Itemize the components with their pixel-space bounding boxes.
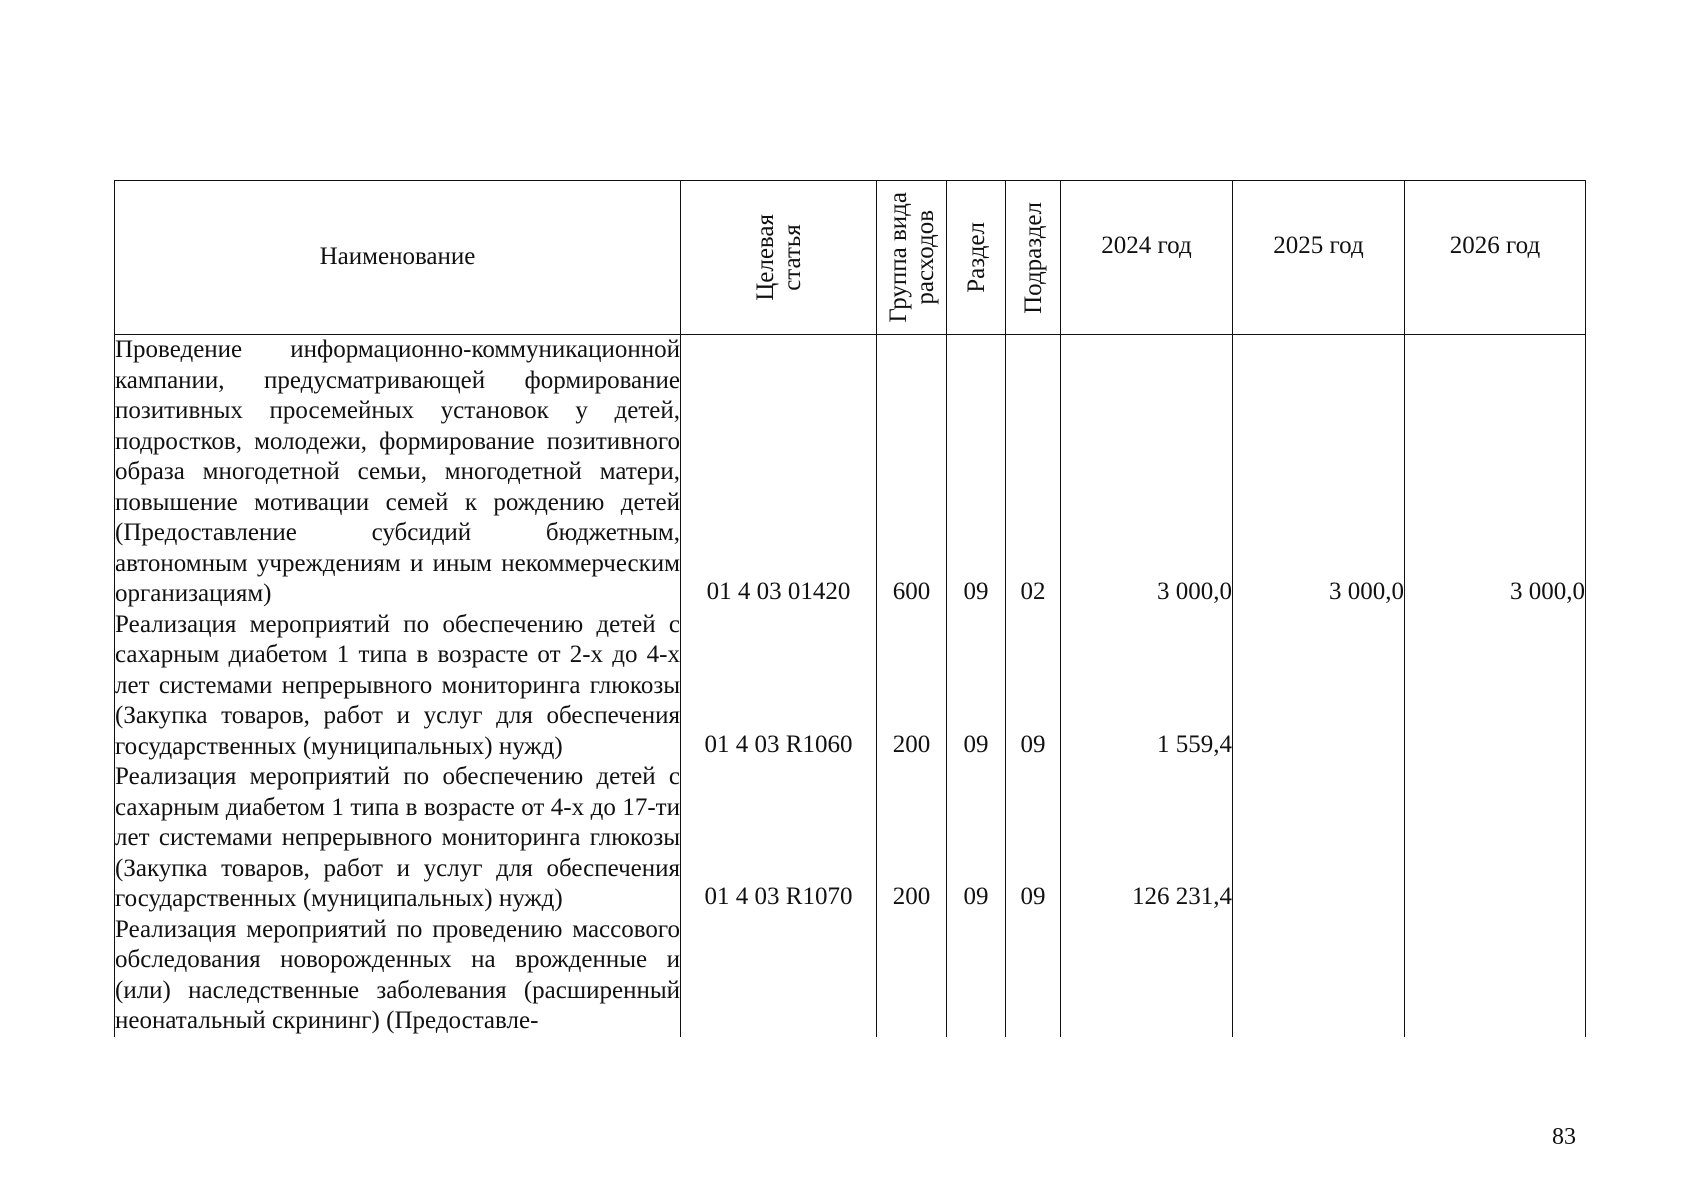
header-subsection: Подраздел	[1006, 181, 1061, 335]
header-expense-group: Группа вида расходов	[877, 181, 947, 335]
row-amount-2024: 1 559,4	[1061, 610, 1233, 763]
row-code: 01 4 03 01420	[681, 335, 877, 610]
row-amount-2024: 126 231,4	[1061, 762, 1233, 915]
header-section: Раздел	[947, 181, 1006, 335]
table-row	[115, 335, 1586, 610]
row-section: 09	[947, 335, 1006, 610]
header-2026: 2026 год	[1405, 181, 1586, 335]
header-row	[115, 181, 1586, 335]
row-code	[681, 915, 877, 1037]
row-code: 01 4 03 R1070	[681, 762, 877, 915]
row-subsection: 09	[1006, 762, 1061, 915]
page-number: 83	[1552, 1124, 1576, 1150]
table-row	[115, 610, 1586, 763]
header-2024: 2024 год	[1061, 181, 1233, 335]
row-section: 09	[947, 762, 1006, 915]
table-header	[115, 181, 1586, 335]
row-amount-2025	[1233, 610, 1405, 763]
row-amount-2025	[1233, 762, 1405, 915]
row-expense-group: 200	[877, 610, 947, 763]
row-amount-2026	[1405, 915, 1586, 1037]
row-expense-group	[877, 915, 947, 1037]
row-expense-group: 600	[877, 335, 947, 610]
table-row	[115, 762, 1586, 915]
header-name: Наименование	[115, 181, 681, 335]
row-amount-2024	[1061, 915, 1233, 1037]
row-amount-2024: 3 000,0	[1061, 335, 1233, 610]
row-subsection	[1006, 915, 1061, 1037]
budget-table	[114, 180, 1586, 1037]
row-section: 09	[947, 610, 1006, 763]
row-expense-group: 200	[877, 762, 947, 915]
row-code: 01 4 03 R1060	[681, 610, 877, 763]
row-amount-2026	[1405, 762, 1586, 915]
row-name: Реализация мероприятий по обеспечению детей с сахарным диабетом 1 типа в возрасте от 2-х до 4-х лет системами непрерывного мониторинга глюкозы (Закупка товаров, работ и услуг для обеспечения государственных (муниципальных) нужд)	[115, 610, 681, 763]
row-name: Проведение информационно-коммуникационной кампании, предусматривающей формирование позитивных просемейных установок у детей, подростков, молодежи, формирование позитивного образа многодетной семьи, многодетной матери, повышение мотивации семей к рождению детей (Предоставление субсидий бюджетным, автономным учреждениям и иным некоммерческим организациям)	[115, 335, 681, 610]
row-section	[947, 915, 1006, 1037]
header-2025: 2025 год	[1233, 181, 1405, 335]
row-amount-2026	[1405, 610, 1586, 763]
row-amount-2025: 3 000,0	[1233, 335, 1405, 610]
row-amount-2026: 3 000,0	[1405, 335, 1586, 610]
row-amount-2025	[1233, 915, 1405, 1037]
table-row	[115, 915, 1586, 1037]
row-name: Реализация мероприятий по проведению массового обследования новорожденных на врожденные и (или) наследственные заболевания (расширенный неонатальный скрининг) (Предоставле-	[115, 915, 681, 1037]
row-subsection: 09	[1006, 610, 1061, 763]
table-body	[115, 335, 1586, 1037]
header-target-article: Целевая статья	[681, 181, 877, 335]
row-subsection: 02	[1006, 335, 1061, 610]
row-name: Реализация мероприятий по обеспечению детей с сахарным диабетом 1 типа в возрасте от 4-х до 17-ти лет системами непрерывного мониторинга глюкозы (Закупка товаров, работ и услуг для обеспечения государственных (муниципальных) нужд)	[115, 762, 681, 915]
